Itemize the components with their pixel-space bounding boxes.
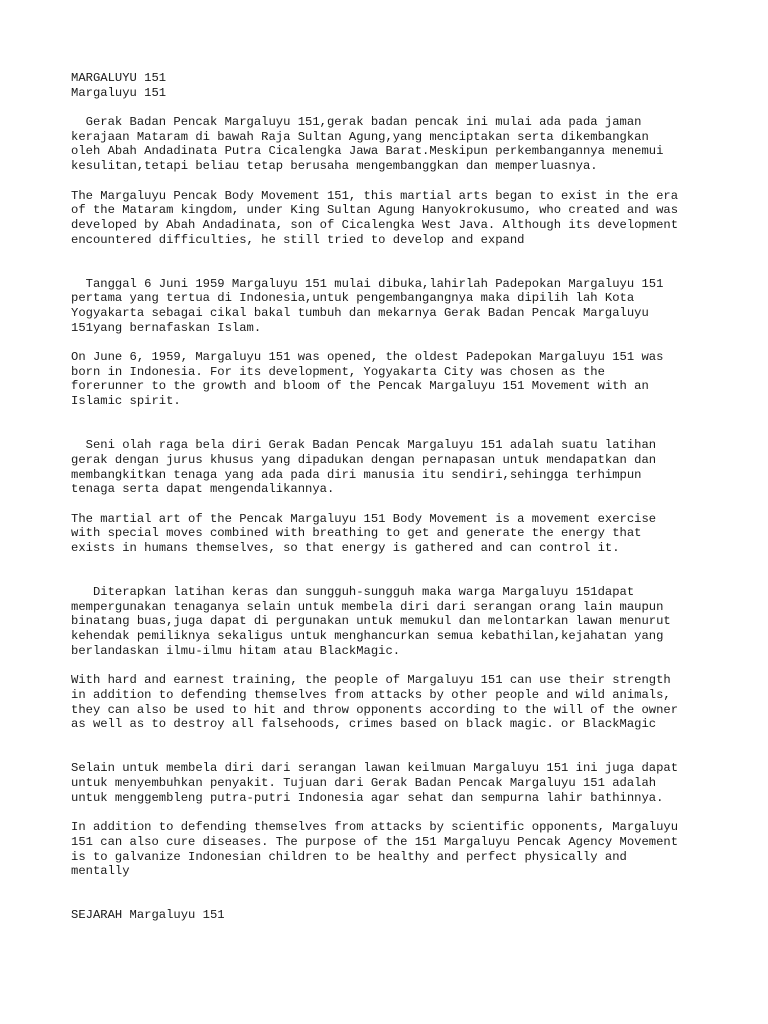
text-line: membangkitkan tenaga yang ada pada diri manusia itu sendiri,sehingga terhimpun (71, 467, 642, 482)
text-line: as well as to destroy all falsehoods, crimes based on black magic. or BlackMagic (71, 717, 657, 732)
document-page (71, 71, 711, 938)
text-line: The Margaluyu Pencak Body Movement 151, this martial arts began to exist in the era (71, 188, 679, 203)
text-line: kehendak pemiliknya sekaligus untuk menghancurkan semua kebathilan,kejahatan yang (71, 629, 664, 644)
text-line: Selain untuk membela diri dari serangan lawan keilmuan Margaluyu 151 ini juga dapat (71, 761, 679, 776)
text-line: On June 6, 1959, Margaluyu 151 was opened, the oldest Padepokan Margaluyu 151 was (71, 350, 664, 365)
text-line: The martial art of the Pencak Margaluyu 151 Body Movement is a movement exercise (71, 511, 657, 526)
text-line: gerak dengan jurus khusus yang dipadukan dengan pernapasan untuk mendapatkan dan (71, 452, 657, 467)
paragraph-2-id (71, 277, 711, 336)
text-line: Seni olah raga bela diri Gerak Badan Pencak Margaluyu 151 adalah suatu latihan (71, 438, 657, 453)
text-line: mentally (71, 864, 130, 879)
text-line: with special moves combined with breathing to get and generate the energy that (71, 526, 642, 541)
text-line: encountered difficulties, he still tried to develop and expand (71, 232, 525, 247)
text-line: binatang buas,juga dapat di pergunakan untuk memukul dan melontarkan lawan menurut (71, 614, 671, 629)
text-line: exists in humans themselves, so that energy is gathered and can control it. (71, 541, 620, 556)
text-line: of the Mataram kingdom, under King Sultan Agung Hanyokrokusumo, who created and was (71, 203, 679, 218)
text-line: tenaga serta dapat mengendalikannya. (71, 482, 335, 497)
paragraph-3-id (71, 438, 711, 497)
paragraph-4-en (71, 673, 711, 732)
document-header (71, 71, 711, 100)
text-line: 151 can also cure diseases. The purpose of the 151 Margaluyu Pencak Agency Movement (71, 834, 679, 849)
text-line: kesulitan,tetapi beliau tetap berusaha mengembanggkan dan memperluasnya. (71, 159, 598, 174)
text-line: Diterapkan latihan keras dan sungguh-sungguh maka warga Margaluyu 151dapat (71, 585, 635, 600)
text-line: In addition to defending themselves from attacks by scientific opponents, Margaluyu (71, 820, 679, 835)
text-line: developed by Abah Andadinata, son of Cicalengka West Java. Although its development (71, 217, 679, 232)
text-line: untuk menggembleng putra-putri Indonesia agar sehat dan sempurna lahir bathinnya. (71, 790, 664, 805)
text-line: born in Indonesia. For its development, Yogyakarta City was chosen as the (71, 364, 605, 379)
text-line: Tanggal 6 Juni 1959 Margaluyu 151 mulai dibuka,lahirlah Padepokan Margaluyu 151 (71, 276, 664, 291)
text-line: is to galvanize Indonesian children to be healthy and perfect physically and (71, 849, 627, 864)
text-line: oleh Abah Andadinata Putra Cicalengka Jawa Barat.Meskipun perkembangannya menemui (71, 144, 664, 159)
paragraph-1-id (71, 115, 711, 174)
section-heading-block (71, 908, 711, 923)
paragraph-2-en (71, 350, 711, 409)
paragraph-1-en (71, 189, 711, 248)
text-line: untuk menyembuhkan penyakit. Tujuan dari Gerak Badan Pencak Margaluyu 151 adalah (71, 776, 657, 791)
paragraph-5-en (71, 820, 711, 879)
text-line: berlandaskan ilmu-ilmu hitam atau BlackMagic. (71, 643, 401, 658)
document-title: Margaluyu 151 (71, 85, 167, 100)
text-line: they can also be used to hit and throw opponents according to the will of the owner (71, 702, 679, 717)
paragraph-5-id (71, 761, 711, 805)
text-line: in addition to defending themselves from attacks by other people and wild animals, (71, 687, 671, 702)
text-line: With hard and earnest training, the people of Margaluyu 151 can use their strength (71, 673, 671, 688)
document-title-upper: MARGALUYU 151 (71, 71, 167, 85)
text-line: forerunner to the growth and bloom of the Pencak Margaluyu 151 Movement with an (71, 379, 649, 394)
text-line: mempergunakan tenaganya selain untuk membela diri dari serangan orang lain maupun (71, 599, 664, 614)
text-line: 151yang bernafaskan Islam. (71, 320, 262, 335)
text-line: kerajaan Mataram di bawah Raja Sultan Agung,yang menciptakan serta dikembangkan (71, 129, 649, 144)
text-line: Islamic spirit. (71, 394, 181, 409)
paragraph-4-id (71, 585, 711, 658)
text-line: Yogyakarta sebagai cikal bakal tumbuh dan mekarnya Gerak Badan Pencak Margaluyu (71, 306, 649, 321)
text-line: pertama yang tertua di Indonesia,untuk pengembangangnya maka dipilih lah Kota (71, 291, 635, 306)
text-line: Gerak Badan Pencak Margaluyu 151,gerak badan pencak ini mulai ada pada jaman (71, 115, 642, 130)
paragraph-3-en (71, 512, 711, 556)
section-heading: SEJARAH Margaluyu 151 (71, 908, 225, 923)
